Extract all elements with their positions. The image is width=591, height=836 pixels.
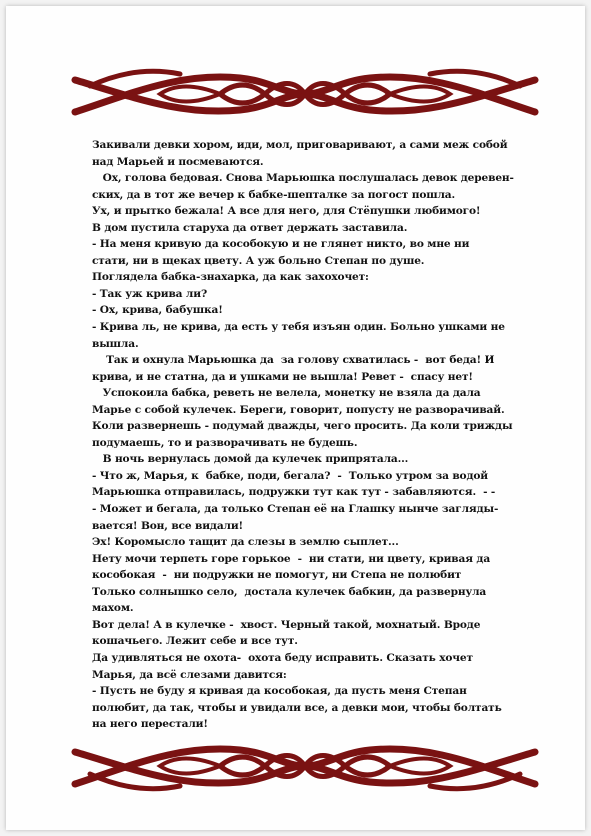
text-line: полюбит, да так, чтобы и увидали все, а девки мои, чтобы болтать bbox=[92, 701, 502, 714]
text-line: Марья, да всё слезами давится: bbox=[92, 668, 287, 681]
text-line: - Ох, крива, бабушка! bbox=[92, 304, 223, 317]
text-line: Поглядела бабка-знахарка, да как захохочет: bbox=[92, 271, 369, 284]
text-line: ских, да в тот же вечер к бабке-шепталке за погост пошла. bbox=[92, 188, 456, 201]
text-line: Вот дела! А в кулечке - хвост. Черный такой, мохнатый. Вроде bbox=[92, 618, 481, 631]
text-line: вается! Вон, все видали! bbox=[92, 519, 244, 532]
text-line: - Пусть не буду я кривая да кособокая, да пусть меня Степан bbox=[92, 685, 467, 698]
text-line: - На меня кривую да кособокую и не глянет никто, во мне ни bbox=[92, 238, 470, 251]
celtic-knot-ornament-bottom-icon bbox=[70, 736, 540, 794]
text-line: Коли развернешь - подумай дважды, чего просить. Да коли трижды bbox=[92, 420, 513, 433]
text-line: - Может и бегала, да только Степан её на Глашку нынче загляды- bbox=[92, 503, 499, 516]
text-line: подумаешь, то и разворачивать не будешь. bbox=[92, 436, 358, 449]
text-line: кособокая - ни подружки не помогут, ни Степа не полюбит bbox=[92, 569, 462, 582]
text-line: В дом пустила старуха да ответ держать заставила. bbox=[92, 221, 408, 234]
text-line: кошачьего. Лежит себе и все тут. bbox=[92, 635, 298, 648]
celtic-knot-ornament-top-icon bbox=[70, 64, 540, 122]
story-text bbox=[92, 137, 528, 733]
text-line: крива, и не статна, да и ушками не вышла! Ревет - спасу нет! bbox=[92, 370, 473, 383]
text-line: Нету мочи терпеть горе горькое - ни стати, ни цвету, кривая да bbox=[92, 552, 491, 565]
text-line: - Так уж крива ли? bbox=[92, 287, 208, 300]
text-line: Успокоила бабка, реветь не велела, монетку не взяла да дала bbox=[92, 387, 481, 400]
text-line: В ночь вернулась домой да кулечек припрятала... bbox=[92, 453, 409, 466]
text-line: Ох, голова бедовая. Снова Марьюшка послушалась девок деревен- bbox=[92, 172, 514, 185]
text-line: над Марьей и посмеваются. bbox=[92, 155, 264, 168]
text-line: вышла. bbox=[92, 337, 139, 350]
text-line: Марье с собой кулечек. Береги, говорит, попусту не разворачивай. bbox=[92, 403, 505, 416]
text-line: Закивали девки хором, иди, мол, приговаривают, а сами меж собой bbox=[92, 139, 508, 151]
text-line: - Крива ль, не крива, да есть у тебя изъян один. Больно ушками не bbox=[92, 321, 505, 334]
text-line: - Что ж, Марья, к бабке, поди, бегала? - Только утром за водой bbox=[92, 469, 488, 482]
text-line: Эх! Коромысло тащит да слезы в землю сыплет... bbox=[92, 536, 399, 549]
text-line: Марьюшка отправилась, подружки тут как тут - забавляются. - - bbox=[92, 486, 496, 499]
text-line: махом. bbox=[92, 602, 134, 615]
text-line: Да удивляться не охота- охота беду исправить. Сказать хочет bbox=[92, 651, 473, 664]
text-line: Только солнышко село, достала кулечек бабкин, да развернула bbox=[92, 585, 487, 598]
text-line: Ух, и прытко бежала! А все для него, для Стёпушки любимого! bbox=[92, 205, 481, 218]
text-line: на него перестали! bbox=[92, 718, 208, 731]
document-page bbox=[6, 6, 585, 830]
text-line: Так и охнула Марьюшка да за голову схватилась - вот беда! И bbox=[92, 354, 495, 367]
text-line: стати, ни в щеках цвету. А уж больно Степан по душе. bbox=[92, 254, 425, 267]
